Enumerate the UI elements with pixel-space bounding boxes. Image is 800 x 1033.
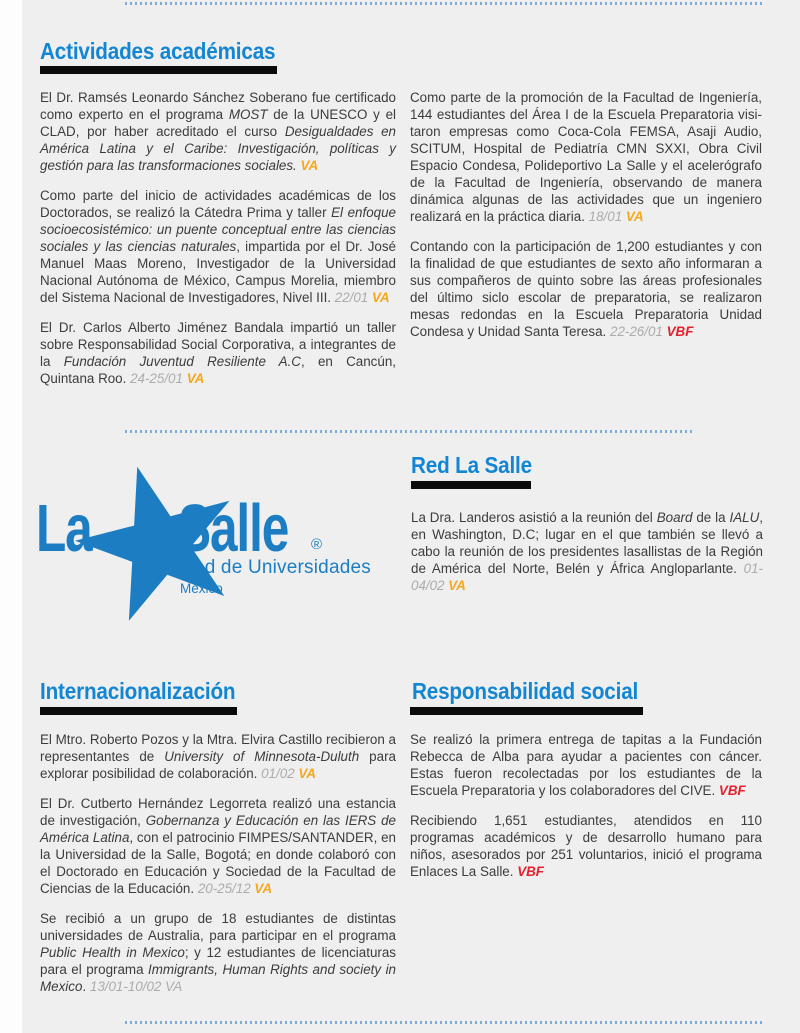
registered-trademark-symbol: ® — [311, 536, 323, 553]
paragraph: Se realizó la primera entrega de tapitas a la Fundación Rebecca de Alba para ayudar a pacientes con cáncer. Estas fueron recolectadas por los estudiantes de la Escuela Preparatoria y los colaboradores del CIVE. VBF — [410, 732, 762, 798]
la-salle-logo — [30, 462, 400, 632]
logo-la-text: La — [36, 491, 92, 566]
dotted-divider-middle — [125, 430, 693, 433]
section-title-actividades-academicas: Actividades académicas — [40, 38, 276, 64]
section-title-internacionalizacion: Internacionalización — [40, 678, 236, 704]
responsabilidad-column — [410, 731, 762, 893]
logo-subtitle: Red de Universidades — [180, 557, 371, 578]
title-underline-bar — [410, 707, 643, 715]
paragraph: Se recibió a un grupo de 18 estudiantes de distintas universidades de Australia, para participar en el programa Public Health in Mexico; y 12 estudiantes de licenciaturas para el programa Immigrants, Human Rights and society in Mexico. 13/01-10/02 VA — [40, 911, 396, 994]
paragraph: El Mtro. Roberto Pozos y la Mtra. Elvira Castillo recibieron a representantes de University of Minnesota-Duluth para explorar posibilidad de colaboración. 01/02 VA — [40, 732, 396, 781]
dotted-divider-bottom — [125, 1021, 762, 1024]
paragraph: El Dr. Cutberto Hernández Legorreta realizó una estancia de investigación, Gobernanza y Educación en las IERS de América Latina, con el patrocinio FIMPES/SANTANDER, en la Universidad de la Salle, Bogotá; en donde colaboró con el Doctorado en Educación y Sociedad de la Facultad de Ciencias de la Educación. 20-25/12 VA — [40, 796, 396, 896]
page-left-margin — [0, 0, 22, 1033]
logo-salle-text: Salle — [178, 491, 289, 566]
logo-country: México — [180, 581, 223, 596]
paragraph: Contando con la participación de 1,200 estudiantes y con la finalidad de que estudiantes de sexto año informaran a sus compañeros de quinto sobre las áreas profesionales del último siclo escolar de preparatoria, se realizaron mesas redondas en la Escuela Preparatoria Unidad Condesa y Unidad Santa Teresa. 22-26/01 VBF — [410, 239, 762, 339]
section-title-responsabilidad-social: Responsabilidad social — [412, 678, 639, 704]
paragraph: El Dr. Ramsés Leonardo Sánchez Soberano fue certificado como experto en el programa MOST de la UNESCO y el CLAD, por haber acreditado el curso Desigualdades en América Latina y el Caribe: Investigación, políticas y gestión para las transformaciones sociales. VA — [40, 90, 396, 173]
paragraph: Recibiendo 1,651 estudiantes, atendidos en 110 programas académicos y de desarrollo humano para niños, asesorados por 251 voluntarios, inició el programa Enlaces La Salle. VBF — [410, 813, 762, 879]
academicas-left-column — [40, 89, 396, 400]
paragraph: La Dra. Landeros asistió a la reunión del Board de la IALU, en Washington, D.C; lugar en el que también se llevó a cabo la reunión de los presidentes lasallistas de la Región de América del Norte, Belén y África Angloparlante. 01-04/02 VA — [411, 510, 763, 593]
section-title-red-la-salle: Red La Salle — [411, 452, 532, 478]
paragraph: Como parte del inicio de actividades académicas de los Doctorados, se realizó la Cátedra Prima y taller El enfoque socioecosistémico: un puente conceptual entre las ciencias sociales y las ciencias naturales, impartida por el Dr. José Manuel Maas Moreno, Investigador de la Universidad Nacional Autónoma de México, Campus Morelia, miembro del Sistema Nacional de Investigadores, Nivel III. 22/01 VA — [40, 188, 397, 305]
dotted-divider-top — [125, 2, 763, 5]
internacionalizacion-column — [40, 731, 396, 1008]
title-underline-bar — [411, 481, 531, 489]
title-underline-bar — [40, 66, 277, 74]
red-la-salle-column — [411, 509, 763, 607]
academicas-right-column — [410, 89, 762, 353]
paragraph: El Dr. Carlos Alberto Jiménez Bandala impartió un taller sobre Responsabilidad Social Corporativa, a integrantes de la Fundación Juventud Resiliente A.C, en Cancún, Quintana Roo. 24-25/01 VA — [40, 320, 396, 386]
title-underline-bar — [40, 707, 237, 715]
paragraph: Como parte de la promoción de la Facultad de Ingeniería, 144 estudiantes del Área I de la Escuela Preparatoria visitaron empresas como Coca-Cola FEMSA, Asaji Audio, SCITUM, Hospital de Pediatría CMN SXXI, Obra Civil Espacio Condesa, Polideportivo La Salle y el acelerógrafo de la Facultad de Ingeniería, observando de manera dinámica algunas de las actividades que un ingeniero realizará en la práctica diaria. 18/01 VA — [410, 90, 762, 224]
